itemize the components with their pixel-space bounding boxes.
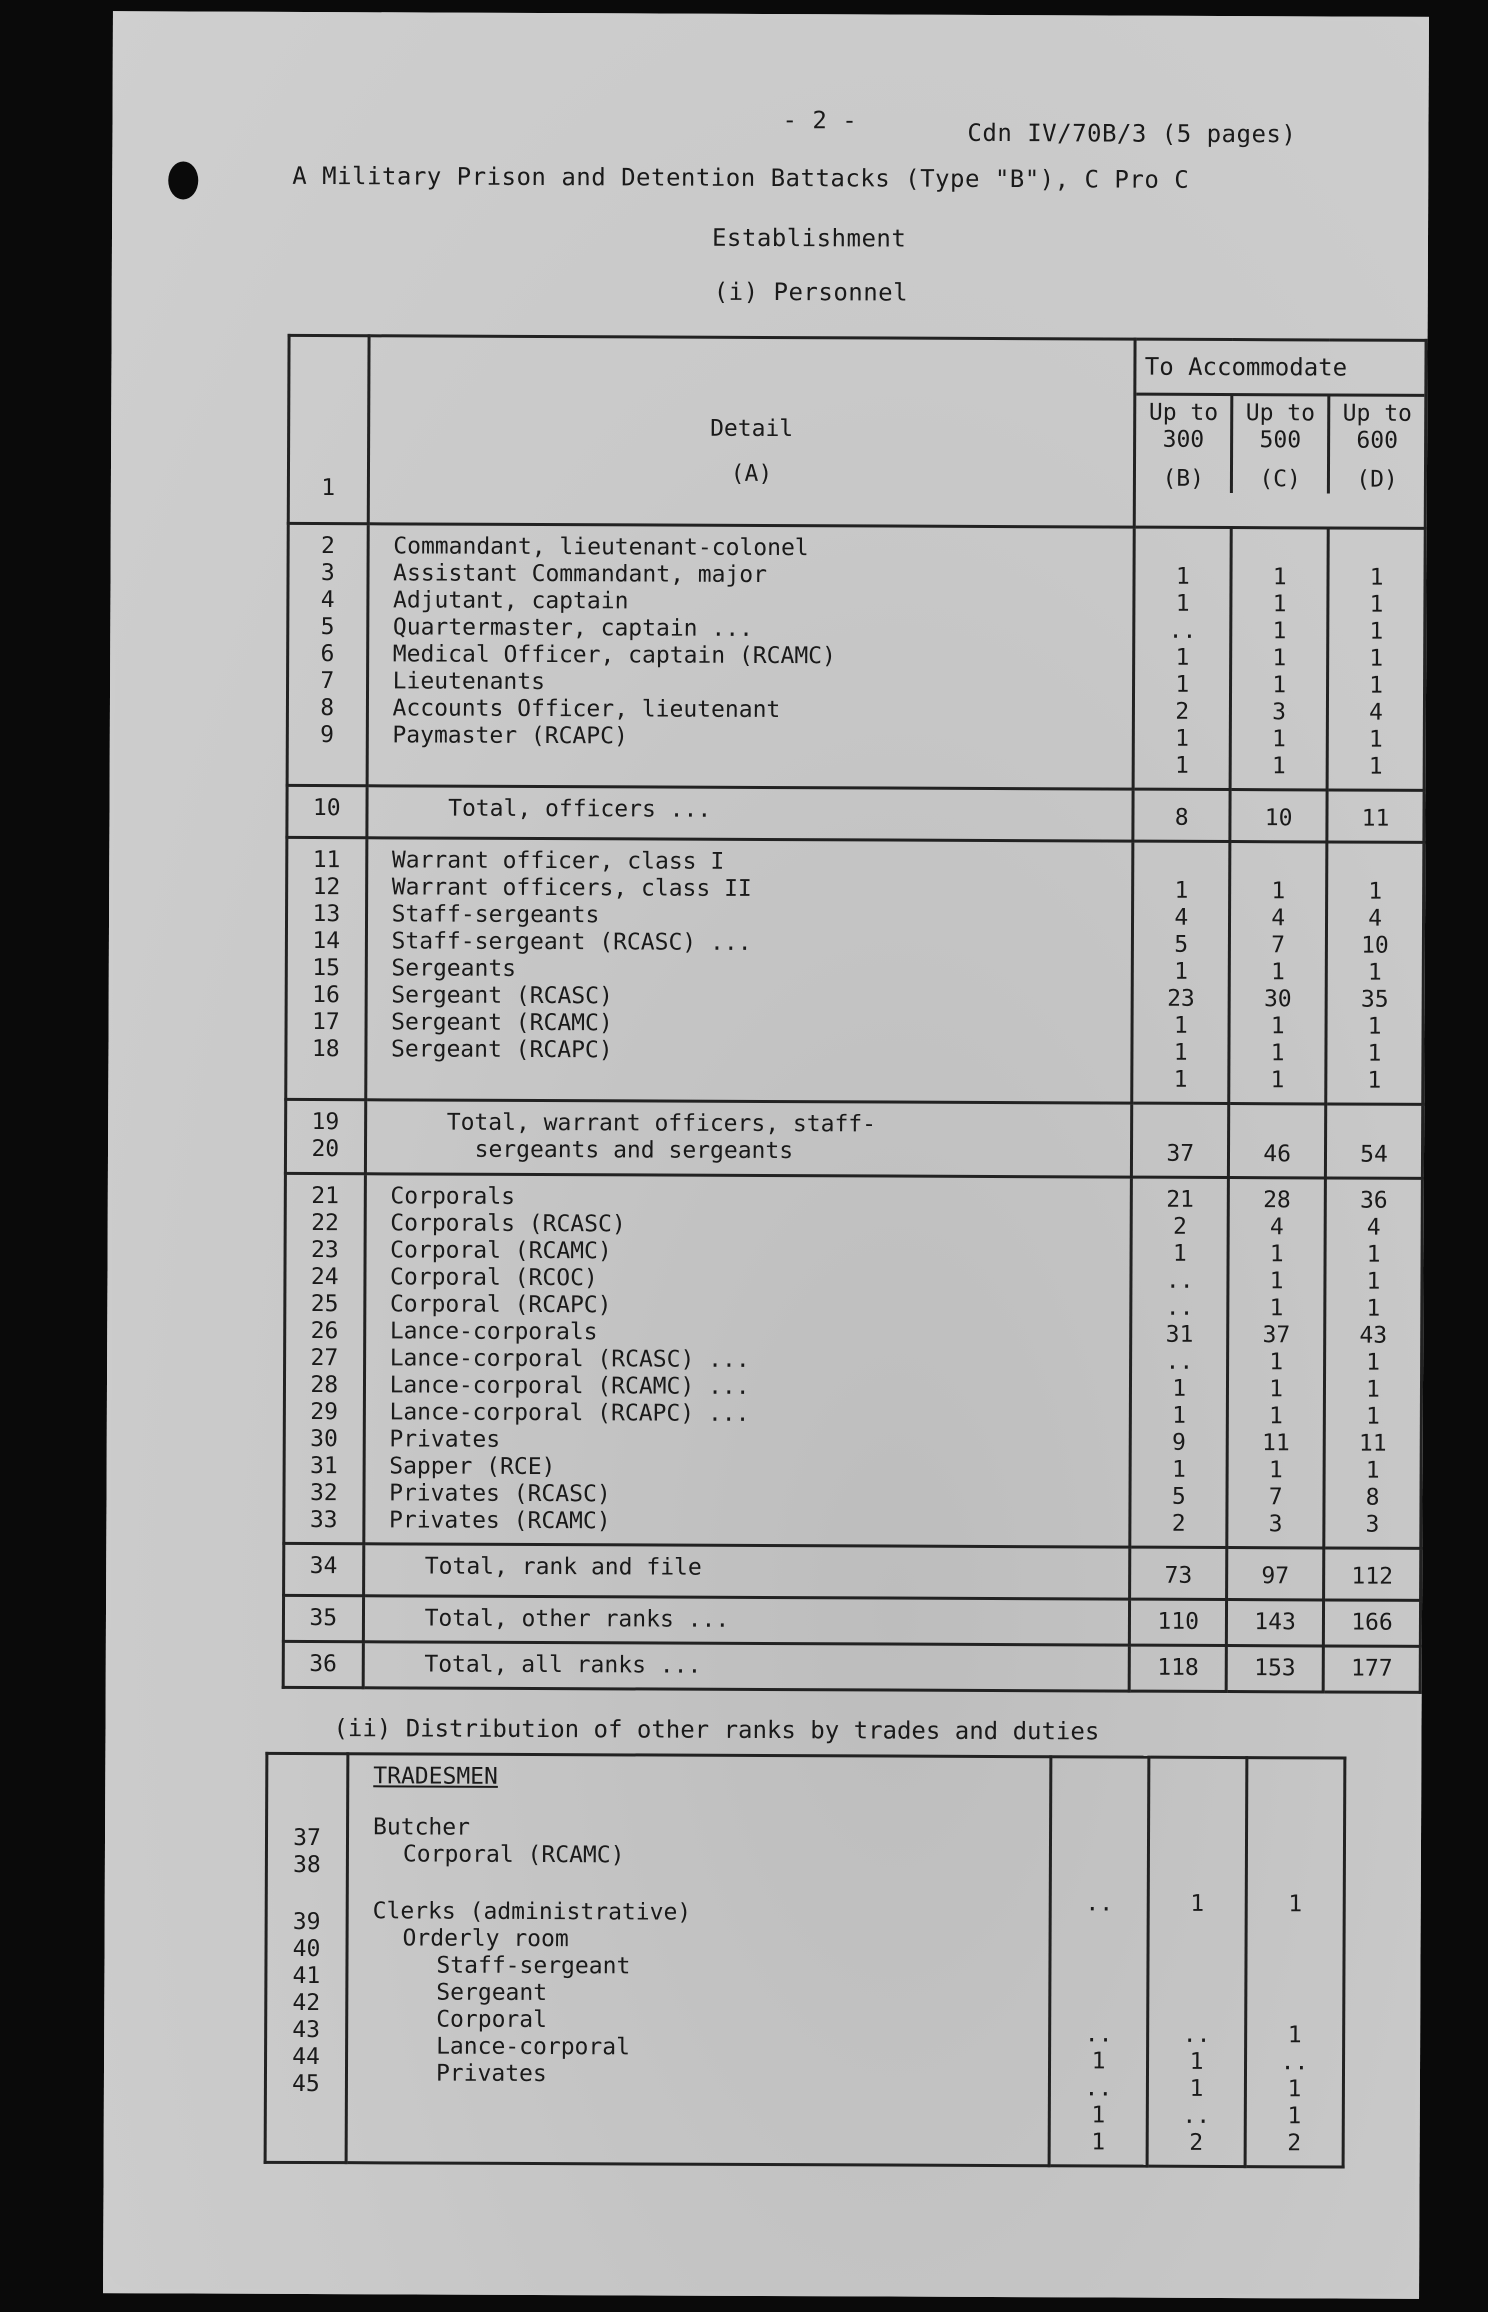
tradesmen-group (265, 1753, 1345, 2167)
list-item: Medical Officer, captain (RCAMC) (392, 641, 836, 670)
rank-file-col-d (1324, 1178, 1423, 1548)
list-item: 16 (312, 982, 340, 1009)
list-item: 1 (1174, 958, 1189, 985)
list-item: 1 (1268, 1457, 1283, 1484)
list-item: Assistant Commandant, major (393, 560, 768, 588)
list-item: 1 (1369, 618, 1384, 645)
accommodate-subheaders (1136, 396, 1424, 494)
page-marker: - 2 - (782, 106, 858, 135)
list-item: 9 (1172, 1429, 1187, 1456)
list-item: 3 (1268, 1511, 1283, 1538)
list-item: 32 (309, 1480, 338, 1507)
accommodate-label: To Accommodate (1137, 341, 1425, 397)
list-item: 25 (310, 1291, 339, 1318)
list-item: Sapper (RCE) (389, 1453, 556, 1481)
col-c-header: Up to 500 (C) (1233, 396, 1330, 493)
list-item: Accounts Officer, lieutenant (392, 695, 781, 724)
officers-col-b (1133, 527, 1231, 789)
list-item: 5 (1171, 1483, 1186, 1510)
list-item: 11 (1358, 1430, 1387, 1457)
list-item: 1 (1269, 1241, 1284, 1268)
list-item: 4 (1174, 904, 1189, 931)
list-item: Warrant officer, class I (391, 847, 725, 875)
list-item: 6 (320, 641, 335, 668)
list-item: 10 (1361, 932, 1389, 959)
list-item: 1 (1367, 959, 1382, 986)
list-item: 12 (312, 874, 341, 901)
list-item: 30 (1263, 986, 1292, 1013)
rank-file-col-b (1130, 1177, 1228, 1547)
list-item: 1 (1367, 1067, 1382, 1094)
list-item: 3 (1365, 1511, 1380, 1538)
rank-file-nums (284, 1173, 365, 1543)
col-b-header: Up to 300 (B) (1136, 396, 1233, 493)
list-item: 1 (1172, 1402, 1187, 1429)
list-item: 1 (1272, 645, 1287, 672)
list-item: 1 (1272, 564, 1287, 591)
list-item: 7 (1271, 932, 1286, 959)
list-item: 2 (320, 533, 335, 560)
total-officers-label: Total, officers ... (367, 786, 1134, 841)
list-item: 1 (1367, 1013, 1382, 1040)
list-item: 1 (1270, 959, 1285, 986)
list-item: 23 (310, 1237, 339, 1264)
total-all-c: 153 (1226, 1646, 1323, 1692)
list-item: 1 (1172, 1240, 1187, 1267)
list-item: 1 (1270, 1040, 1285, 1067)
list-item: Corporal (RCAMC) (390, 1237, 612, 1265)
list-item: 31 (310, 1453, 338, 1480)
establishment-heading: Establishment (711, 223, 907, 253)
list-item: 1 (1272, 618, 1287, 645)
list-item: 1 (1271, 726, 1286, 753)
rank-file-details (363, 1174, 1131, 1547)
list-item: Sergeant (RCAPC) (391, 1036, 613, 1064)
total-rank-file-d: 112 (1324, 1548, 1421, 1600)
officers-col-d (1327, 528, 1425, 790)
list-item: 1 (1365, 1457, 1380, 1484)
list-item: 1 (1269, 1376, 1284, 1403)
list-item: 1 (1175, 725, 1190, 752)
personnel-heading: (i) Personnel (713, 277, 909, 307)
list-item: 28 (1263, 1187, 1291, 1214)
list-item: 26 (310, 1318, 339, 1345)
list-item: 1 (1271, 753, 1286, 780)
list-item: Staff-sergeant (RCASC) ... (391, 928, 752, 956)
list-item: 7 (1268, 1484, 1283, 1511)
officers-nums (287, 523, 368, 785)
list-item: 1 (1368, 878, 1383, 905)
list-item: 29 (310, 1399, 339, 1426)
list-item: 1 (1269, 1268, 1284, 1295)
list-item: 27 (310, 1345, 339, 1372)
total-officers-d: 11 (1327, 790, 1424, 842)
list-item: 18 (311, 1036, 340, 1063)
reference-number: Cdn IV/70B/3 (5 pages) (967, 118, 1297, 149)
list-item: 8 (1365, 1484, 1380, 1511)
list-item: 1 (1173, 1012, 1188, 1039)
list-item: 1 (1368, 753, 1383, 780)
col-d-header: Up to 600 (D) (1342, 400, 1412, 493)
list-item: 1 (1173, 1039, 1188, 1066)
col-num-header: 1 (288, 335, 368, 523)
list-item: 24 (310, 1264, 339, 1291)
total-officers-row (287, 785, 1424, 842)
list-item: Staff-sergeants (391, 901, 600, 929)
list-item: 1 (1271, 878, 1286, 905)
total-officers-c: 10 (1230, 790, 1327, 842)
list-item: 1 (1367, 1040, 1382, 1067)
tradesmen-details: TRADESMEN Butcher Corporal (RCAMC) Clerks (administrative) Orderly room Staff-sergeant Sergeant Corporal Lance-corporal Privates (346, 1754, 1051, 2166)
list-item: 1 (1174, 877, 1189, 904)
tradesmen-col-d: 1 1 .. 1 1 2 (1245, 1758, 1345, 2167)
list-item: 1 (1369, 591, 1384, 618)
list-item: .. (1168, 617, 1197, 644)
list-item: Corporal (RCOC) (390, 1264, 598, 1292)
list-item: 11 (312, 847, 341, 874)
list-item: Corporals (RCASC) (390, 1210, 626, 1238)
list-item: .. (1165, 1294, 1194, 1321)
list-item: 36 (1359, 1187, 1388, 1214)
tradesmen-col-b: .. .. 1 .. 1 1 (1049, 1757, 1149, 2166)
list-item: 1 (1272, 672, 1287, 699)
total-other-b: 110 (1130, 1599, 1227, 1645)
list-item: Privates (RCAMC) (388, 1507, 611, 1535)
list-item: 2 (1175, 698, 1190, 725)
list-item: Sergeants (391, 955, 517, 982)
list-item: 23 (1167, 985, 1195, 1012)
total-wos-d: 54 (1325, 1104, 1422, 1178)
list-item: 1 (1366, 1268, 1381, 1295)
list-item: 37 (1262, 1322, 1291, 1349)
list-item: 2 (1171, 1510, 1186, 1537)
total-rank-file-c: 97 (1227, 1548, 1324, 1600)
wos-col-c (1229, 842, 1327, 1104)
total-rank-file-b: 73 (1130, 1547, 1227, 1599)
list-item: 21 (1166, 1186, 1194, 1213)
col-detail-header (368, 336, 1136, 527)
list-item: 1 (1369, 672, 1384, 699)
total-all-ranks-row (283, 1641, 1420, 1692)
list-item: 31 (1165, 1321, 1194, 1348)
document-title: A Military Prison and Detention Battacks (Type "B"), C Pro C (292, 161, 1190, 194)
list-item: Quartermaster, captain ... (392, 614, 754, 642)
list-item: 1 (1369, 564, 1384, 591)
document-sheet (103, 11, 1429, 2299)
list-item: Adjutant, captain (392, 587, 629, 615)
total-wos-nums: 19 20 (285, 1099, 365, 1173)
list-item: 1 (1369, 645, 1384, 672)
total-wos-c: 46 (1229, 1104, 1326, 1178)
list-item: Corporal (RCAPC) (389, 1291, 612, 1319)
list-item: 1 (1366, 1376, 1381, 1403)
list-item: 9 (320, 722, 335, 749)
list-item: 15 (312, 955, 341, 982)
list-item: 1 (1172, 1375, 1187, 1402)
total-all-num: 36 (283, 1641, 363, 1687)
tradesmen-table (264, 1752, 1347, 2169)
tradesmen-col-c: 1 .. 1 1 .. 2 (1147, 1757, 1247, 2166)
list-item: Lieutenants (392, 668, 546, 696)
officers-details (367, 524, 1135, 789)
rank-file-col-c (1227, 1178, 1325, 1548)
total-wos-row (285, 1099, 1422, 1178)
list-item: 1 (1270, 1067, 1285, 1094)
detail-sublabel: (A) (730, 460, 773, 487)
list-item: 21 (311, 1183, 340, 1210)
list-item: 4 (1368, 699, 1383, 726)
list-item: 1 (1270, 1013, 1285, 1040)
list-item: Commandant, lieutenant-colonel (393, 533, 809, 562)
total-all-d: 177 (1323, 1646, 1420, 1692)
list-item: 4 (1269, 1214, 1284, 1241)
list-item: 7 (320, 668, 335, 695)
list-item: 35 (1360, 986, 1389, 1013)
officers-group (287, 523, 1425, 790)
wos-details (365, 838, 1133, 1103)
list-item: Lance-corporals (389, 1318, 598, 1346)
list-item: Lance-corporal (RCAMC) ... (389, 1372, 750, 1400)
tradesmen-nums: 37 38 39 40 41 42 43 44 45 (265, 1753, 348, 2162)
total-rank-file-label: Total, rank and file (363, 1544, 1130, 1599)
list-item: 5 (320, 614, 335, 641)
total-other-c: 143 (1227, 1600, 1324, 1646)
list-item: Lance-corporal (RCASC) ... (389, 1345, 750, 1373)
list-item: 1 (1174, 752, 1189, 779)
list-item: 1 (1366, 1295, 1381, 1322)
list-item: Privates (389, 1426, 501, 1453)
list-item: Privates (RCASC) (389, 1480, 611, 1508)
list-item: Warrant officers, class II (391, 874, 752, 902)
list-item: Paymaster (RCAPC) (392, 722, 628, 750)
wos-nums (286, 837, 367, 1099)
total-other-ranks-row (283, 1595, 1420, 1646)
list-item: 1 (1175, 644, 1190, 671)
list-item: Sergeant (RCAMC) (391, 1009, 613, 1037)
list-item: 1 (1173, 1066, 1188, 1093)
table-header-row (288, 335, 1426, 528)
list-item: 43 (1359, 1322, 1388, 1349)
list-item: 1 (1272, 591, 1287, 618)
list-item: .. (1165, 1348, 1194, 1375)
accommodate-header (1135, 339, 1426, 528)
list-item: Corporals (390, 1183, 516, 1210)
list-item: 1 (1366, 1241, 1381, 1268)
total-other-num: 35 (283, 1595, 363, 1641)
list-item: 5 (1174, 931, 1189, 958)
list-item: 17 (311, 1009, 340, 1036)
total-rank-file-num: 34 (284, 1543, 364, 1595)
total-officers-num: 10 (287, 785, 367, 837)
list-item: 4 (320, 587, 335, 614)
list-item: 13 (312, 901, 341, 928)
list-item: 22 (311, 1210, 339, 1237)
total-officers-b: 8 (1133, 789, 1230, 841)
wos-col-b (1132, 841, 1230, 1103)
list-item: .. (1165, 1267, 1194, 1294)
list-item: 8 (320, 695, 335, 722)
list-item: 2 (1172, 1213, 1187, 1240)
list-item: 4 (1368, 905, 1383, 932)
list-item: 30 (310, 1426, 338, 1453)
wos-col-d (1326, 842, 1424, 1104)
list-item: Lance-corporal (RCAPC) ... (389, 1399, 750, 1427)
officers-col-c (1230, 528, 1328, 790)
list-item: 1 (1365, 1403, 1380, 1430)
total-rank-file-row (284, 1543, 1421, 1600)
list-item: 1 (1171, 1456, 1186, 1483)
list-item: 1 (1175, 671, 1190, 698)
total-other-label: Total, other ranks ... (363, 1596, 1130, 1645)
list-item: 11 (1261, 1430, 1290, 1457)
list-item: 1 (1175, 590, 1190, 617)
list-item: 3 (320, 560, 335, 587)
total-wos-label: Total, warrant officers, staff- sergeants and sergeants (365, 1100, 1132, 1177)
personnel-table (282, 334, 1428, 1694)
list-item: 3 (1272, 699, 1287, 726)
total-all-b: 118 (1130, 1645, 1227, 1691)
list-item: 4 (1271, 905, 1286, 932)
list-item: 33 (309, 1507, 338, 1534)
list-item: 4 (1366, 1214, 1381, 1241)
wos-group (286, 837, 1424, 1104)
list-item: 14 (312, 928, 341, 955)
tradesmen-heading: TRADESMEN (373, 1763, 498, 1790)
list-item: 1 (1175, 563, 1190, 590)
list-item: 1 (1269, 1403, 1283, 1430)
distribution-heading: (ii) Distribution of other ranks by trades and duties (333, 1714, 1100, 1746)
rank-file-group (284, 1173, 1423, 1548)
list-item: 28 (310, 1372, 339, 1399)
list-item: 1 (1366, 1349, 1381, 1376)
list-item: 1 (1368, 726, 1383, 753)
detail-label: Detail (710, 415, 794, 442)
list-item: Sergeant (RCASC) (391, 982, 613, 1010)
list-item: 1 (1269, 1295, 1284, 1322)
total-wos-b: 37 (1132, 1103, 1229, 1177)
list-item: 1 (1269, 1349, 1284, 1376)
total-all-label: Total, all ranks ... (363, 1642, 1130, 1691)
punch-hole (168, 161, 198, 199)
total-other-d: 166 (1323, 1600, 1420, 1646)
